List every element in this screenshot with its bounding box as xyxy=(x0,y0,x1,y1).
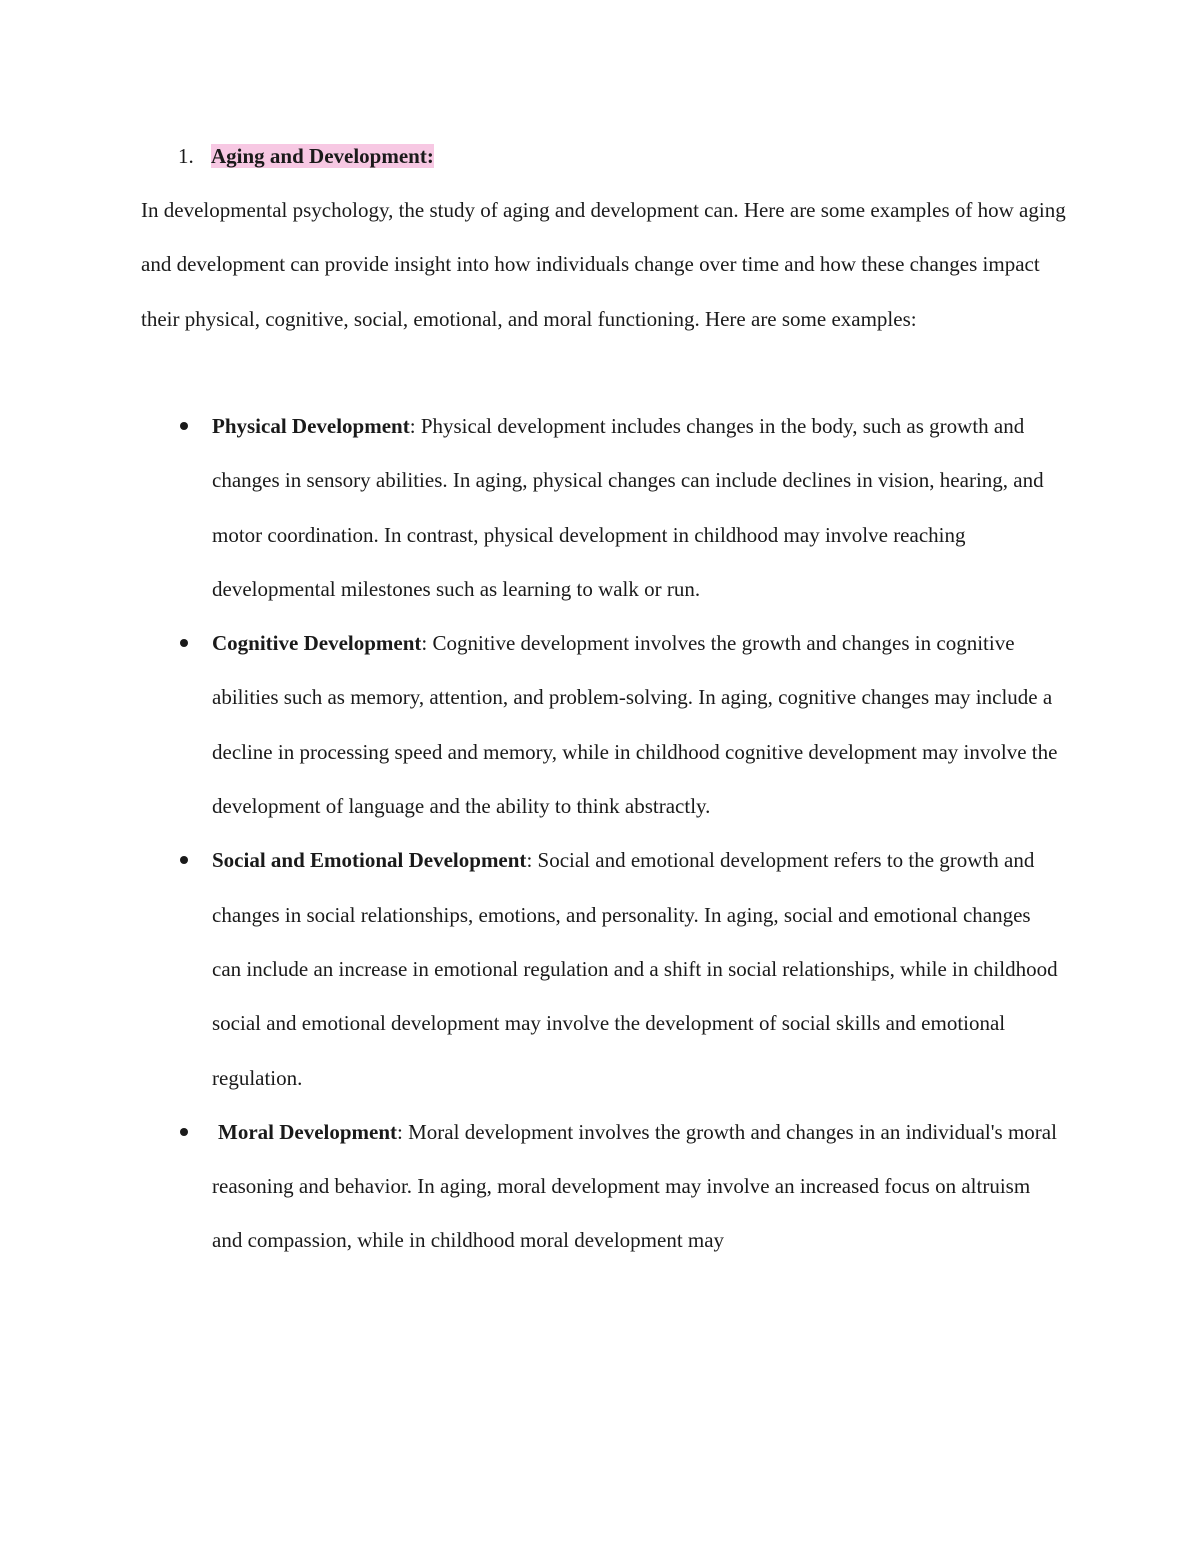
bullet-text: : Cognitive development involves the growth and changes in cognitive abilities such as memory, attention, and problem-solving. In aging, cognitive changes may include a decline in processing speed and memory, while in childhood cognitive development may involve the development of language and the ability to think abstractly. xyxy=(212,631,1058,819)
bullet-list xyxy=(0,399,1200,1268)
list-item xyxy=(0,616,1062,833)
bullet-text: : Physical development includes changes in the body, such as growth and changes in sensory abilities. In aging, physical changes can include declines in vision, hearing, and motor coordination. In contrast, physical development in childhood may involve reaching developmental milestones such as learning to walk or run. xyxy=(212,414,1044,601)
section-heading xyxy=(178,140,434,172)
bullet-dot-icon xyxy=(180,856,188,864)
bullet-term: Social and Emotional Development xyxy=(212,848,527,873)
bullet-dot-icon xyxy=(180,639,188,647)
bullet-dot-icon xyxy=(180,1128,188,1136)
list-item xyxy=(0,833,1062,1104)
heading-title: Aging and Development: xyxy=(211,144,434,168)
bullet-term: Moral Development xyxy=(218,1119,398,1144)
list-item xyxy=(0,1105,1062,1268)
bullet-term: Cognitive Development xyxy=(212,631,422,656)
bullet-term: Physical Development xyxy=(212,414,410,438)
bullet-text: : Social and emotional development refers to the growth and changes in social relationships, emotions, and personality. In aging, social and emotional changes can include an increase in emotional regulation and a shift in social relationships, while in childhood social and emotional development may involve the development of social skills and emotional regulation. xyxy=(212,848,1058,1090)
intro-paragraph: In developmental psychology, the study of aging and development can. Here are some examples of how aging and development can provide insight into how individuals change over time and how these changes impact their physical, cognitive, social, emotional, and moral functioning. Here are some examples: xyxy=(141,198,1066,331)
bullet-text: : Moral development involves the growth and changes in an individual's moral reasoning and behavior. In aging, moral development may involve an increased focus on altruism and compassion, while in childhood moral development may xyxy=(212,1119,1057,1253)
list-item xyxy=(0,399,1062,616)
bullet-dot-icon xyxy=(180,422,188,430)
heading-number: 1. xyxy=(178,144,194,168)
